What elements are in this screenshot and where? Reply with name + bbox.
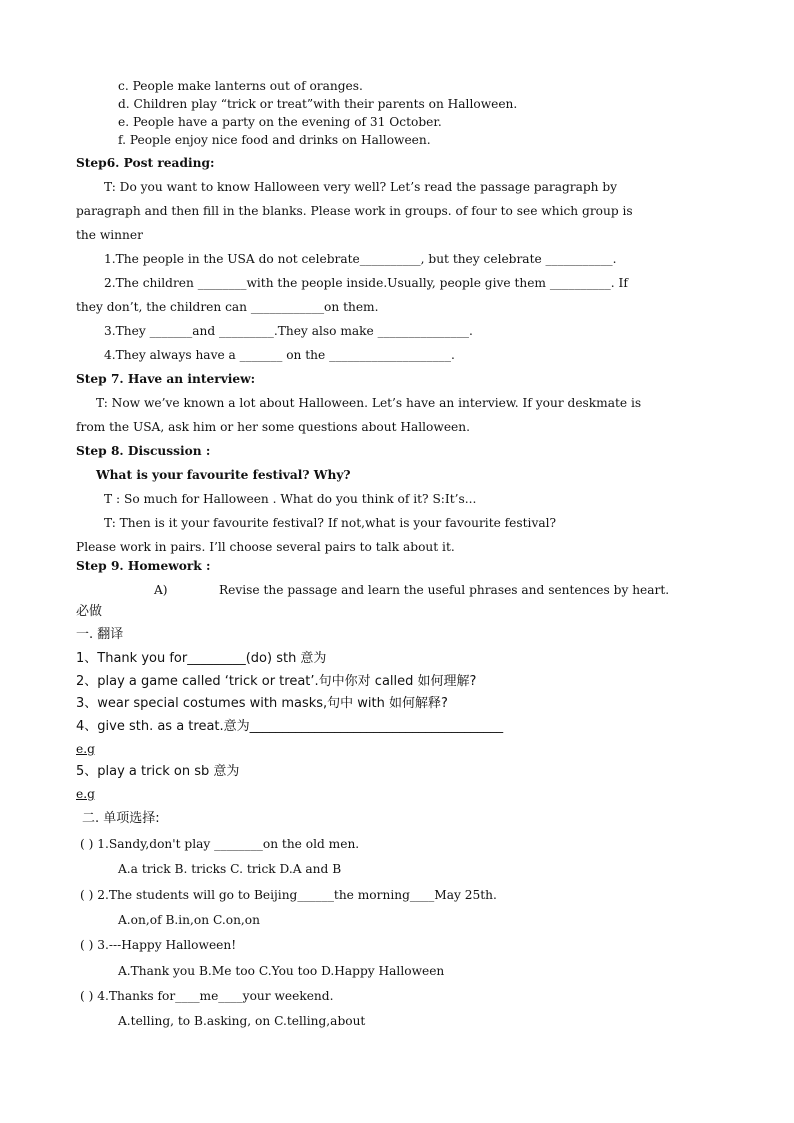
blank-question-4: 4.They always have a _______ on the ____________________. [104, 348, 455, 362]
mc-question-2: ( ) 2.The students will go to Beijing______the morning____May 25th. [80, 888, 497, 902]
translate-item-2: 2、play a game called ‘trick or treat’.句中你对 called 如何理解? [76, 674, 477, 689]
part2-heading: 二. 单项选择: [82, 811, 160, 826]
step8-heading: Step 8. Discussion : [76, 444, 211, 458]
discussion-question: What is your favourite festival? Why? [96, 468, 351, 482]
mc-options-1: A.a trick B. tricks C. trick D.A and B [118, 862, 342, 876]
step6-para-line3: the winner [76, 228, 143, 242]
mc-question-4: ( ) 4.Thanks for____me____your weekend. [80, 989, 334, 1003]
translate-item-1: 1、Thank you for_________(do) sth 意为 [76, 651, 327, 666]
discussion-line2: T: Then is it your favourite festival? If not,what is your favourite festival? [104, 516, 557, 530]
translate-item-3: 3、wear special costumes with masks,句中 with 如何解释? [76, 696, 448, 711]
example-label-1: e.g [76, 742, 95, 756]
step7-heading: Step 7. Have an interview: [76, 372, 256, 386]
step6-heading: Step6. Post reading: [76, 156, 215, 170]
option-c: c. People make lanterns out of oranges. [118, 79, 363, 93]
mc-question-1: ( ) 1.Sandy,don't play ________on the old men. [80, 837, 360, 851]
required-label: 必做 [76, 604, 103, 619]
mc-options-2: A.on,of B.in,on C.on,on [118, 913, 260, 927]
step6-para-line1: T: Do you want to know Halloween very well? Let’s read the passage paragraph by [104, 180, 618, 194]
example-label-2: e.g [76, 787, 95, 801]
mc-question-3: ( ) 3.---Happy Halloween! [80, 938, 237, 952]
option-e: e. People have a party on the evening of 31 October. [118, 115, 442, 129]
homework-a-text: Revise the passage and learn the useful phrases and sentences by heart. [219, 583, 670, 597]
homework-a-label: A) [154, 583, 168, 597]
mc-options-3: A.Thank you B.Me too C.You too D.Happy Halloween [118, 964, 445, 978]
discussion-line3: Please work in pairs. I’ll choose several pairs to talk about it. [76, 540, 455, 554]
step7-para-line1: T: Now we’ve known a lot about Halloween. Let’s have an interview. If your deskmate is [96, 396, 642, 410]
blank-question-2: 2.The children ________with the people inside.Usually, people give them __________. If [104, 276, 628, 290]
translate-item-5: 5、play a trick on sb 意为 [76, 764, 240, 779]
translate-item-4: 4、give sth. as a treat.意为_______________________________________ [76, 719, 504, 734]
part1-heading: 一. 翻译 [76, 627, 124, 642]
option-d: d. Children play “trick or treat”with their parents on Halloween. [118, 97, 518, 111]
mc-options-4: A.telling, to B.asking, on C.telling,about [118, 1014, 366, 1028]
step6-para-line2: paragraph and then fill in the blanks. Please work in groups. of four to see which group is [76, 204, 633, 218]
blank-question-1: 1.The people in the USA do not celebrate__________, but they celebrate ___________. [104, 252, 617, 266]
blank-question-2-cont: they don’t, the children can ____________on them. [76, 300, 379, 314]
option-f: f. People enjoy nice food and drinks on Halloween. [118, 133, 431, 147]
discussion-line1: T : So much for Halloween . What do you think of it? S:It’s... [104, 492, 477, 506]
step9-heading: Step 9. Homework : [76, 559, 211, 573]
blank-question-3: 3.They _______and _________.They also make _______________. [104, 324, 473, 338]
step7-para-line2: from the USA, ask him or her some questions about Halloween. [76, 420, 470, 434]
